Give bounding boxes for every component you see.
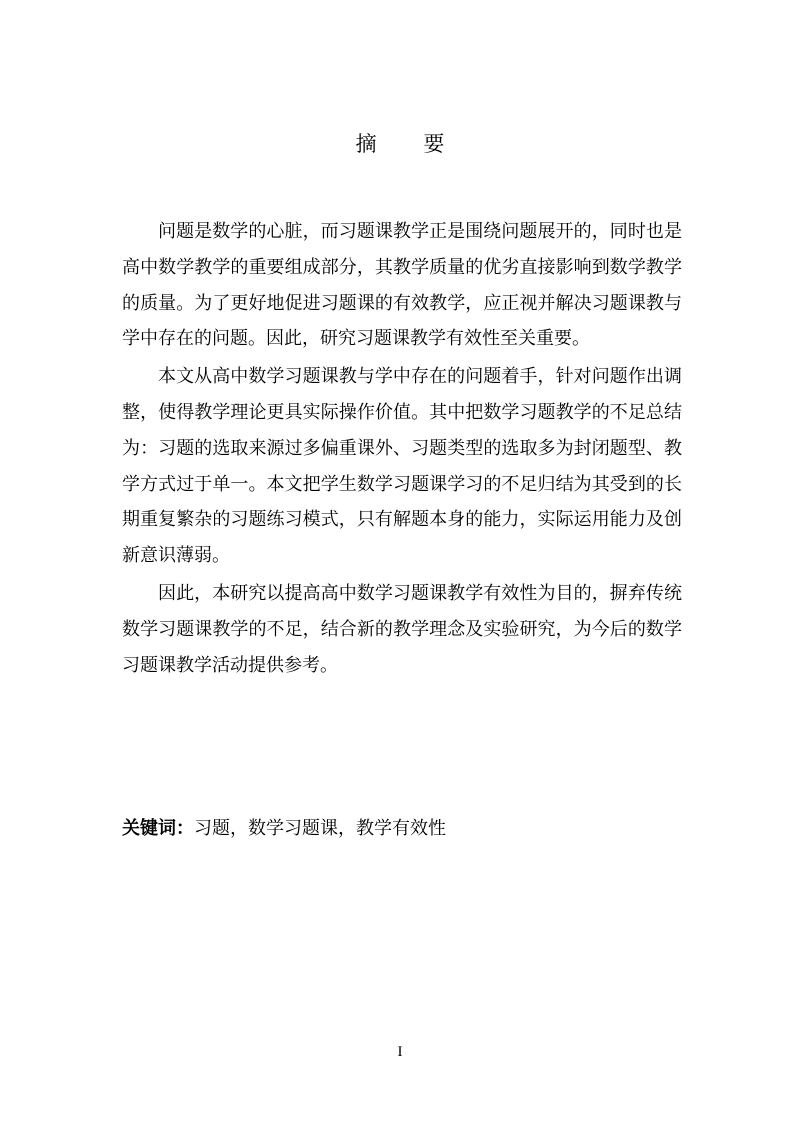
keywords-value: 习题，数学习题课，教学有效性: [194, 818, 446, 839]
abstract-body: [122, 214, 682, 685]
page-title: 摘 要: [355, 132, 465, 156]
abstract-paragraph-3: 因此，本研究以提高高中数学习题课教学有效性为目的，摒弃传统数学习题课教学的不足，结合新的教学理念及实验研究，为今后的数学习题课教学活动提供参考。: [122, 582, 682, 676]
abstract-paragraph-1: 问题是数学的心脏，而习题课教学正是围绕问题展开的，同时也是高中数学教学的重要组成部分，其教学质量的优劣直接影响到数学教学的质量。为了更好地促进习题课的有效教学，应正视并解决习题课教与学中存在的问题。因此，研究习题课教学有效性至关重要。: [122, 221, 682, 350]
abstract-paragraph-2: 本文从高中数学习题课教与学中存在的问题着手，针对问题作出调整，使得教学理论更具实际操作价值。其中把数学习题教学的不足总结为：习题的选取来源过多偏重课外、习题类型的选取多为封闭题型、教学方式过于单一。本文把学生数学习题课学习的不足归结为其受到的长期重复繁杂的习题练习模式，只有解题本身的能力，实际运用能力及创新意识薄弱。: [122, 366, 682, 567]
page-number: I: [397, 1044, 403, 1060]
keywords-line: [122, 814, 446, 844]
keywords-label: 关键词：: [122, 818, 194, 839]
